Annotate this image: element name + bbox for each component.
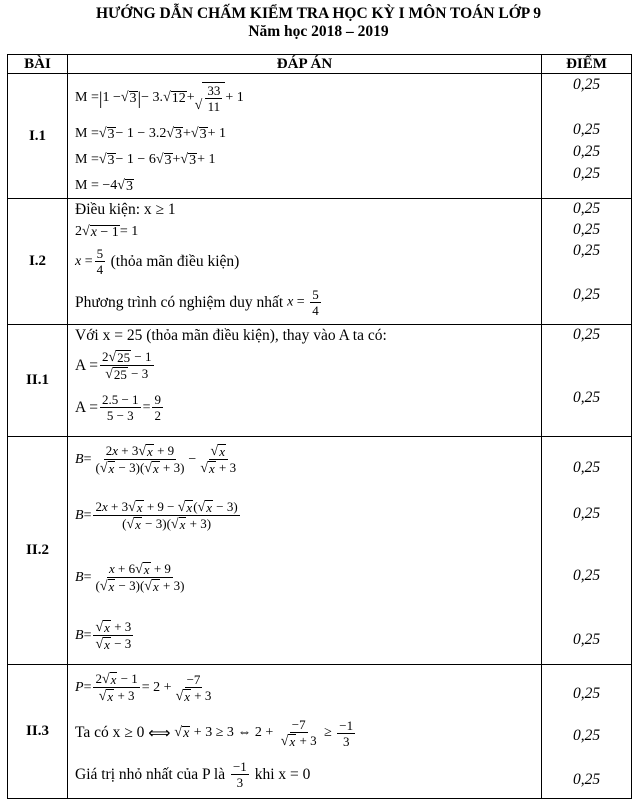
formula-line: M = √ 3 − 1 − 6 √ 3 + √ 3 + 1 — [75, 152, 216, 168]
point-value: 0,25 — [572, 143, 601, 160]
document-title: HƯỚNG DẪN CHẤM KIỂM TRA HỌC KỲ I MÔN TOÁN LỚP 9 — [95, 5, 542, 22]
formula-line: M = −4 √ 3 — [75, 178, 133, 194]
row-label: I.2 — [8, 199, 68, 325]
formula-line: B = √ x + 3 √ x − 3 — [75, 619, 132, 652]
table-row — [8, 74, 632, 199]
note-text: (thỏa mãn điều kiện) — [110, 252, 240, 270]
answer-cell — [68, 437, 542, 665]
point-value: 0,25 — [572, 459, 601, 476]
points-cell — [542, 665, 632, 799]
minimum-condition: khi x = 0 — [254, 765, 311, 783]
point-value: 0,25 — [572, 567, 601, 584]
minimum-line: Giá trị nhỏ nhất của P là $\frac{-1}{3}$ khi x = 0 — [75, 759, 311, 790]
point-value: 0,25 — [572, 631, 601, 648]
inequality-line: Ta có x ≥ 0 ⟺ √ x + 3 ≥ 3 ⇔ 2 + −7 √ x + 3 ≥ $\frac{-1}{3}$ — [75, 717, 354, 749]
conclusion-line: Phương trình có nghiệm duy nhất x = $\frac{5}{4}$ — [75, 287, 319, 318]
row-label: II.3 — [8, 665, 68, 799]
formula-line: M = | 1 − √ 3 | − 3. √ 12 + √ $\frac{33}{11}$ + 1 — [75, 83, 244, 114]
points-cell — [542, 74, 632, 199]
point-value: 0,25 — [572, 121, 601, 138]
formula-line: P = 2 √ x − 1 √ x + 3 = 2 + −7 √ x + 3 — [75, 671, 212, 704]
answer-cell — [68, 74, 542, 199]
condition-text: Điều kiện: x ≥ 1 — [75, 201, 176, 218]
conclusion-text: Phương trình có nghiệm duy nhất — [75, 293, 284, 311]
formula-line: 2 √ x − 1 = 1 — [75, 224, 139, 240]
point-value: 0,25 — [572, 326, 601, 343]
row-label: I.1 — [8, 74, 68, 199]
table-header-row — [8, 55, 632, 74]
formula-line: A = 2 √ 25 − 1 √ 25 − 3 — [75, 349, 152, 382]
formula-line: A = $\frac{2.5 - 1}{5 - 3}$ = $\frac{9}{2}$ — [75, 392, 161, 423]
points-cell — [542, 437, 632, 665]
point-value: 0,25 — [572, 76, 601, 93]
point-value: 0,25 — [572, 221, 601, 238]
answer-cell — [68, 199, 542, 325]
substitution-text: Với x = 25 (thỏa mãn điều kiện), thay vào A ta có: — [75, 327, 387, 344]
header-dap-an: ĐÁP ÁN — [68, 55, 542, 74]
points-cell — [542, 325, 632, 437]
inequality-text: Ta có x ≥ 0 — [75, 724, 145, 741]
point-value: 0,25 — [572, 165, 601, 182]
header-bai: BÀI — [8, 55, 68, 74]
table-row — [8, 325, 632, 437]
row-label: II.2 — [8, 437, 68, 665]
formula-line: x = $\frac{5}{4}$ (thỏa mãn điều kiện) — [75, 246, 240, 277]
points-cell — [542, 199, 632, 325]
answer-cell — [68, 325, 542, 437]
answer-cell — [68, 665, 542, 799]
point-value: 0,25 — [572, 389, 601, 406]
point-value: 0,25 — [572, 505, 601, 522]
formula-line: B = 2x + 3 √ x + 9 ( √ x − 3)( √ x + 3) − √ x √ x + 3 — [75, 443, 237, 476]
table-row — [8, 199, 632, 325]
school-year: Năm học 2018 – 2019 — [248, 23, 389, 40]
grading-table — [7, 54, 632, 799]
point-value: 0,25 — [572, 771, 601, 788]
point-value: 0,25 — [572, 286, 601, 303]
formula-line: B = x + 6 √ x + 9 ( √ x − 3)( √ x + 3) — [75, 561, 185, 594]
point-value: 0,25 — [572, 200, 601, 217]
formula-line: B = 2x + 3 √ x + 9 − √ x ( √ x − 3) ( √ x − 3)( √ x + 3) — [75, 499, 238, 532]
point-value: 0,25 — [572, 685, 601, 702]
header-diem: ĐIỂM — [542, 55, 632, 74]
minimum-text: Giá trị nhỏ nhất của P là — [75, 765, 226, 783]
row-label: II.1 — [8, 325, 68, 437]
point-value: 0,25 — [572, 242, 601, 259]
table-row — [8, 437, 632, 665]
point-value: 0,25 — [572, 727, 601, 744]
table-row — [8, 665, 632, 799]
formula-line: M = √ 3 − 1 − 3.2 √ 3 + √ 3 + 1 — [75, 126, 227, 142]
